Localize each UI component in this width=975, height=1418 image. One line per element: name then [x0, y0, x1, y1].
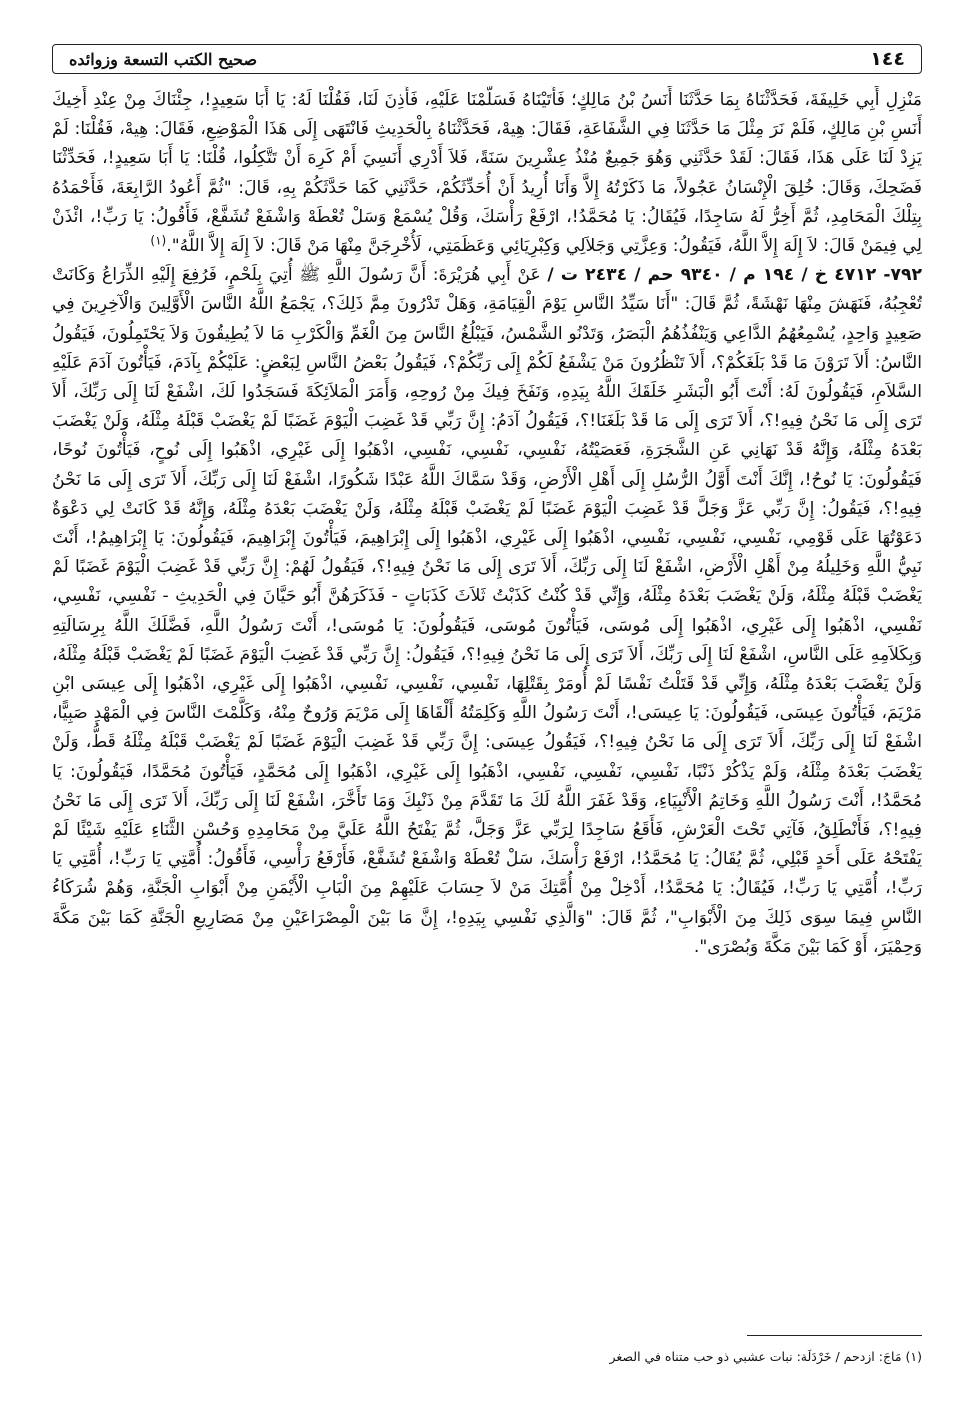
hadith-number: ٧٩٢- ٤٧١٢ خ / ١٩٤ م / ٩٣٤٠ حم / ٢٤٣٤ ت /	[547, 265, 922, 286]
paragraph-hadith-792	[52, 261, 922, 962]
page-number: ١٤٤	[870, 48, 905, 70]
running-header	[52, 44, 922, 74]
footnote: (١) مَاجَ: ازدحم / خَرْدَلَة: نبات عشبي ذو حب متناه في الصغر	[609, 1349, 922, 1364]
book-title: صحيح الكتب التسعة وزوائده	[69, 49, 258, 69]
footnote-divider	[747, 1335, 922, 1336]
paragraph-1-text: مَنْزِلِ أَبِي خَلِيفَةَ، فَحَدَّثْنَاهُ بِمَا حَدَّثَنَا أَنَسُ بْنُ مَالِكٍ؛ فَأَتَيْنَاهُ فَسَلَّمْنَا عَلَيْهِ، فَأَذِنَ لَنَا، فَقُلْنَا لَهُ: يَا أَبَا سَعِيدٍ!، جِئْنَاكَ مِنْ عِنْدِ أَخِيكَ أَنَسِ بْنِ مَالِكٍ، فَلَمْ نَرَ مِثْلَ مَا حَدَّثَنَا فِي الشَّفَاعَةِ، فَقَالَ: هِيهْ، فَحَدَّثْنَاهُ بِالْحَدِيثِ فَانْتَهَى إِلَى هَذَا الْمَوْضِعِ، فَقَالَ: هِيهْ، فَقُلْنَا: لَمْ يَزِدْ لَنَا عَلَى هَذَا، فَقَالَ: لَقَدْ حَدَّثَنِي وَهُوَ جَمِيعٌ مُنْذُ عِشْرِينَ سَنَةً، فَلاَ أَدْرِي أَنَسِيَ أَمْ كَرِهَ أَنْ تَتَّكِلُوا، قُلْنَا: يَا أَبَا سَعِيدٍ!، فَحَدِّثْنَا فَضَحِكَ، وَقَالَ: خُلِقَ الْإِنْسَانُ عَجُولاً، مَا ذَكَرْتُهُ إِلاَّ وَأَنَا أُرِيدُ أَنْ أُحَدِّثَكُمْ، حَدَّثَنِي كَمَا حَدَّثَكُمْ بِهِ، قَالَ: "ثُمَّ أَعُودُ الرَّابِعَةَ، فَأَحْمَدُهُ بِتِلْكَ الْمَحَامِدِ، ثُمَّ أَخِرُّ لَهُ سَاجِدًا، فَيُقَالُ: يَا مُحَمَّدُ!، ارْفَعْ رَأْسَكَ، وَقُلْ يُسْمَعْ وَسَلْ تُعْطَهْ وَاشْفَعْ تُشَفَّعْ، فَأَقُولُ: يَا رَبِّ!، ائْذَنْ لِي فِيمَنْ قَالَ: لاَ إِلَهَ إِلاَّ اللَّهُ، فَيَقُولُ: وَعِزَّتِي وَجَلاَلِي وَكِبْرِيَائِي وَعَظَمَتِي، لَأُخْرِجَنَّ مِنْهَا مَنْ قَالَ: لاَ إِلَهَ إِلاَّ اللَّهُ".	[52, 90, 922, 257]
paragraph-continuation	[52, 86, 922, 261]
paragraph-2-text: عَنْ أَبِي هُرَيْرَةَ: أَنَّ رَسُولَ اللَّهِ ﷺ أُتِيَ بِلَحْمٍ، فَرُفِعَ إِلَيْهِ الذِّرَاعُ وَكَانَتْ تُعْجِبُهُ، فَنَهَشَ مِنْهَا نَهْشَةً، ثُمَّ قَالَ: "أَنَا سَيِّدُ النَّاسِ يَوْمَ الْقِيَامَةِ، وَهَلْ تَدْرُونَ مِمَّ ذَلِكَ؟، يَجْمَعُ اللَّهُ النَّاسَ الْأَوَّلِينَ وَالْآخِرِينَ فِي صَعِيدٍ وَاحِدٍ، يُسْمِعُهُمُ الدَّاعِي وَيَنْفُذُهُمُ الْبَصَرُ، وَتَدْنُو الشَّمْسُ، فَيَبْلُغُ النَّاسَ مِنَ الْغَمِّ وَالْكَرْبِ مَا لاَ يُطِيقُونَ وَلاَ يَحْتَمِلُونَ، فَيَقُولُ النَّاسُ: أَلاَ تَرَوْنَ مَا قَدْ بَلَغَكُمْ؟، أَلاَ تَنْظُرُونَ مَنْ يَشْفَعُ لَكُمْ إِلَى رَبِّكُمْ؟، فَيَقُولُ بَعْضُ النَّاسِ لِبَعْضٍ: عَلَيْكُمْ بِآدَمَ، فَيَأْتُونَ آدَمَ عَلَيْهِ السَّلاَمِ، فَيَقُولُونَ لَهُ: أَنْتَ أَبُو الْبَشَرِ خَلَقَكَ اللَّهُ بِيَدِهِ، وَنَفَخَ فِيكَ مِنْ رُوحِهِ، وَأَمَرَ الْمَلاَئِكَةَ فَسَجَدُوا لَكَ، اشْفَعْ لَنَا إِلَى رَبِّكَ، أَلاَ تَرَى إِلَى مَا نَحْنُ فِيهِ!؟، أَلاَ تَرَى إِلَى مَا قَدْ بَلَغَنَا!؟، فَيَقُولُ آدَمُ: إِنَّ رَبِّي قَدْ غَضِبَ الْيَوْمَ غَضَبًا لَمْ يَغْضَبْ قَبْلَهُ مِثْلَهُ، وَلَنْ يَغْضَبَ بَعْدَهُ مِثْلَهُ، وَإِنَّهُ قَدْ نَهَانِي عَنِ الشَّجَرَةِ، فَعَصَيْتُهُ، نَفْسِي، نَفْسِي، نَفْسِي، اذْهَبُوا إِلَى غَيْرِي، اذْهَبُوا إِلَى نُوحٍ، فَيَأْتُونَ نُوحًا، فَيَقُولُونَ: يَا نُوحُ!، إِنَّكَ أَنْتَ أَوَّلُ الرُّسُلِ إِلَى أَهْلِ الْأَرْضِ، وَقَدْ سَمَّاكَ اللَّهُ عَبْدًا شَكُورًا، اشْفَعْ لَنَا إِلَى رَبِّكَ، أَلاَ تَرَى إِلَى مَا نَحْنُ فِيهِ!؟، فَيَقُولُ: إِنَّ رَبِّي عَزَّ وَجَلَّ قَدْ غَضِبَ الْيَوْمَ غَضَبًا لَمْ يَغْضَبْ قَبْلَهُ مِثْلَهُ، وَلَنْ يَغْضَبَ بَعْدَهُ مِثْلَهُ، وَإِنَّهُ قَدْ كَانَتْ لِي دَعْوَةٌ دَعَوْتُهَا عَلَى قَوْمِي، نَفْسِي، نَفْسِي، نَفْسِي، اذْهَبُوا إِلَى غَيْرِي، اذْهَبُوا إِلَى إِبْرَاهِيمَ، فَيَأْتُونَ إِبْرَاهِيمَ، فَيَقُولُونَ: يَا إِبْرَاهِيمُ!، أَنْتَ نَبِيُّ اللَّهِ وَخَلِيلُهُ مِنْ أَهْلِ الْأَرْضِ، اشْفَعْ لَنَا إِلَى رَبِّكَ، أَلاَ تَرَى إِلَى مَا نَحْنُ فِيهِ!؟، فَيَقُولُ لَهُمْ: إِنَّ رَبِّي قَدْ غَضِبَ الْيَوْمَ غَضَبًا لَمْ يَغْضَبْ قَبْلَهُ مِثْلَهُ، وَلَنْ يَغْضَبَ بَعْدَهُ مِثْلَهُ، وَإِنِّي قَدْ كُنْتُ كَذَبْتُ ثَلاَثَ كَذَبَاتٍ - فَذَكَرَهُنَّ أَبُو حَيَّانَ فِي الْحَدِيثِ - نَفْسِي، نَفْسِي، نَفْسِي، اذْهَبُوا إِلَى غَيْرِي، اذْهَبُوا إِلَى مُوسَى، فَيَأْتُونَ مُوسَى، فَيَقُولُونَ: يَا مُوسَى!، أَنْتَ رَسُولُ اللَّهِ، فَضَّلَكَ اللَّهُ بِرِسَالَتِهِ وَبِكَلاَمِهِ عَلَى النَّاسِ، اشْفَعْ لَنَا إِلَى رَبِّكَ، أَلاَ تَرَى إِلَى مَا نَحْنُ فِيهِ!؟، فَيَقُولُ: إِنَّ رَبِّي قَدْ غَضِبَ الْيَوْمَ غَضَبًا لَمْ يَغْضَبْ قَبْلَهُ مِثْلَهُ، وَلَنْ يَغْضَبَ بَعْدَهُ مِثْلَهُ، وَإِنِّي قَدْ قَتَلْتُ نَفْسًا لَمْ أُومَرْ بِقَتْلِهَا، نَفْسِي، نَفْسِي، نَفْسِي، اذْهَبُوا إِلَى غَيْرِي، اذْهَبُوا إِلَى عِيسَى ابْنِ مَرْيَمَ، فَيَأْتُونَ عِيسَى، فَيَقُولُونَ: يَا عِيسَى!، أَنْتَ رَسُولُ اللَّهِ وَكَلِمَتُهُ أَلْقَاهَا إِلَى مَرْيَمَ وَرُوحٌ مِنْهُ، وَكَلَّمْتَ النَّاسَ فِي الْمَهْدِ صَبِيًّا، اشْفَعْ لَنَا إِلَى رَبِّكَ، أَلاَ تَرَى إِلَى مَا نَحْنُ فِيهِ!؟، فَيَقُولُ عِيسَى: إِنَّ رَبِّي قَدْ غَضِبَ الْيَوْمَ غَضَبًا لَمْ يَغْضَبْ قَبْلَهُ مِثْلَهُ قَطُّ، وَلَنْ يَغْضَبَ بَعْدَهُ مِثْلَهُ، وَلَمْ يَذْكُرْ ذَنْبًا، نَفْسِي، نَفْسِي، نَفْسِي، اذْهَبُوا إِلَى غَيْرِي، اذْهَبُوا إِلَى مُحَمَّدٍ، فَيَأْتُونَ مُحَمَّدًا، فَيَقُولُونَ: يَا مُحَمَّدُ!، أَنْتَ رَسُولُ اللَّهِ وَخَاتِمُ الْأَنْبِيَاءِ، وَقَدْ غَفَرَ اللَّهُ لَكَ مَا تَقَدَّمَ مِنْ ذَنْبِكَ وَمَا تَأَخَّرَ، اشْفَعْ لَنَا إِلَى رَبِّكَ، أَلاَ تَرَى إِلَى مَا نَحْنُ فِيهِ!؟، فَأَنْطَلِقُ، فَآتِي تَحْتَ الْعَرْشِ، فَأَقَعُ سَاجِدًا لِرَبِّي عَزَّ وَجَلَّ، ثُمَّ يَفْتَحُ اللَّهُ عَلَيَّ مِنْ مَحَامِدِهِ وَحُسْنِ الثَّنَاءِ عَلَيْهِ شَيْئًا لَمْ يَفْتَحْهُ عَلَى أَحَدٍ قَبْلِي، ثُمَّ يُقَالُ: يَا مُحَمَّدُ!، ارْفَعْ رَأْسَكَ، سَلْ تُعْطَهْ وَاشْفَعْ تُشَفَّعْ، فَأَرْفَعُ رَأْسِي، فَأَقُولُ: أُمَّتِي يَا رَبِّ!، أُمَّتِي يَا رَبِّ!، أُمَّتِي يَا رَبِّ!، فَيُقَالُ: يَا مُحَمَّدُ!، أَدْخِلْ مِنْ أُمَّتِكَ مَنْ لاَ حِسَابَ عَلَيْهِمْ مِنَ الْبَابِ الْأَيْمَنِ مِنْ أَبْوَابِ الْجَنَّةِ، وَهُمْ شُرَكَاءُ النَّاسِ فِيمَا سِوَى ذَلِكَ مِنَ الْأَبْوَابِ"، ثُمَّ قَالَ: "وَالَّذِي نَفْسِي بِيَدِهِ!، إِنَّ مَا بَيْنَ الْمِصْرَاعَيْنِ مِنْ مَصَارِيعِ الْجَنَّةِ كَمَا بَيْنَ مَكَّةَ وَحِمْيَرَ، أَوْ كَمَا بَيْنَ مَكَّةَ وَبُصْرَى".	[52, 265, 922, 957]
main-text	[52, 86, 922, 1311]
footnote-reference: (١)	[150, 233, 167, 248]
